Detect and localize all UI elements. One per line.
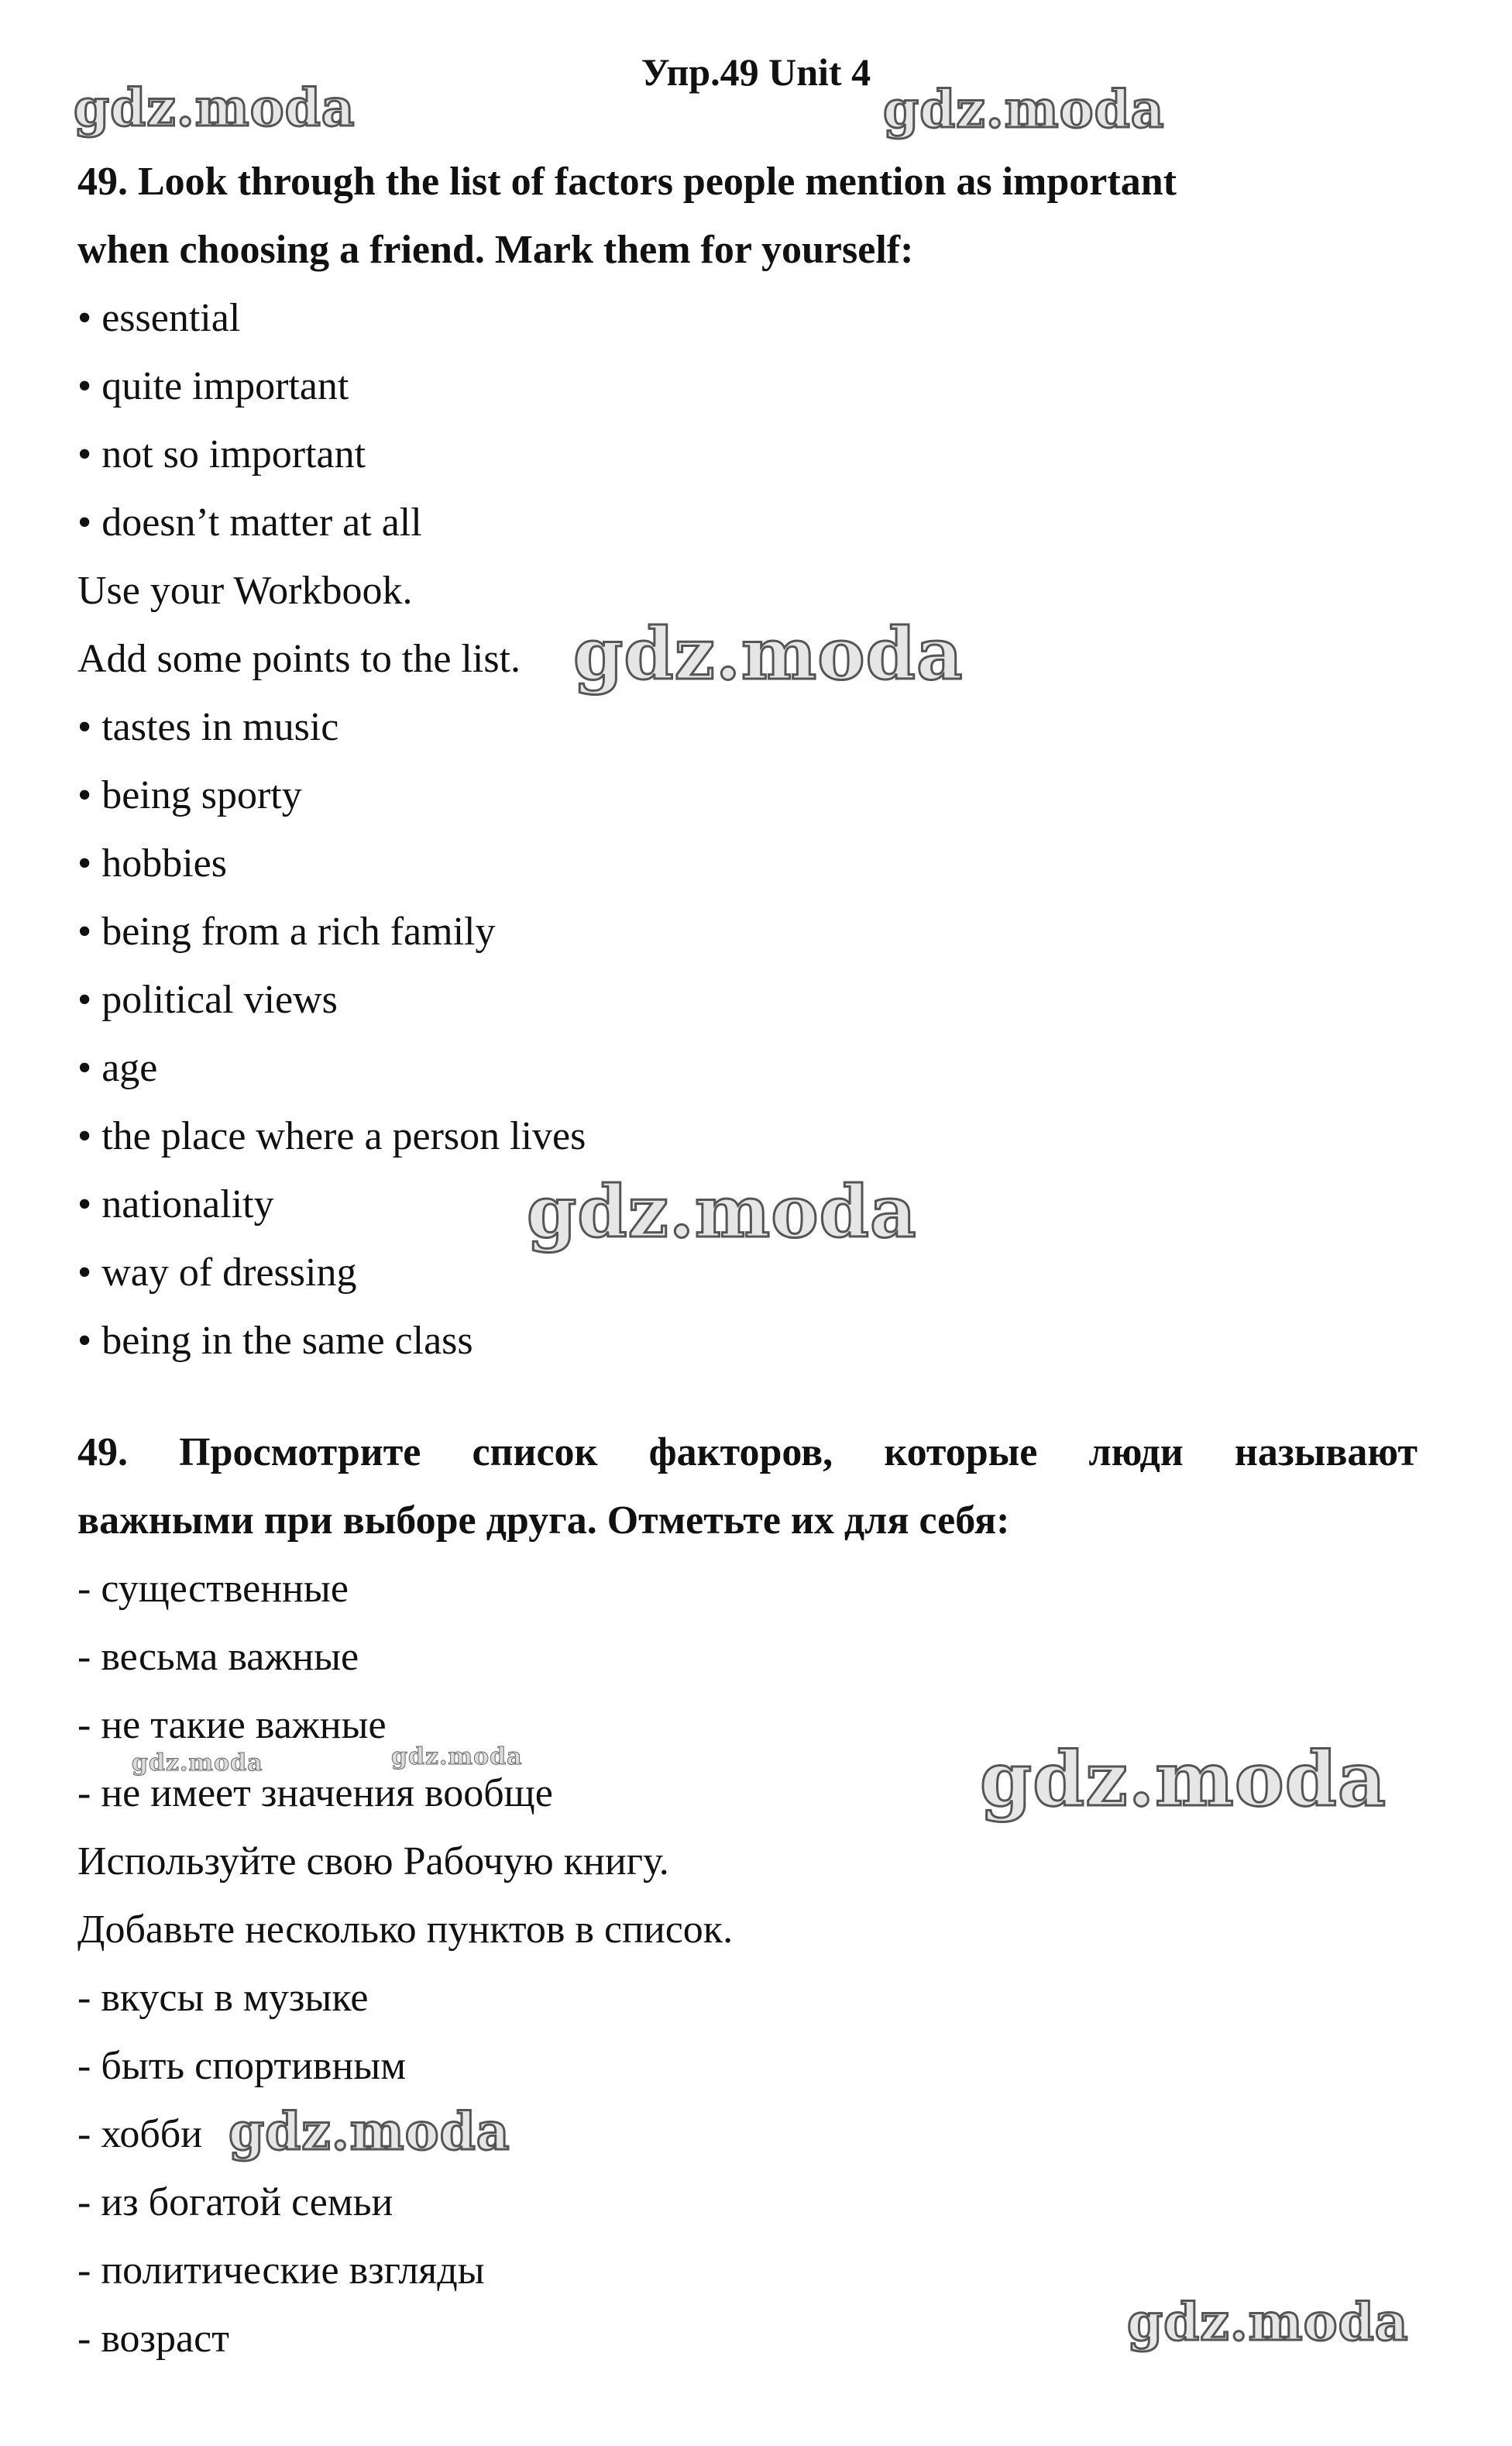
russian-point-item: - хобби: [77, 2112, 203, 2156]
watermark: gdz.moda: [980, 1736, 1387, 1823]
watermark: gdz.moda: [74, 77, 356, 138]
english-point-item: • way of dressing: [77, 1251, 357, 1295]
english-point-item: • the place where a person lives: [77, 1114, 586, 1158]
english-rating-item: • not so important: [77, 432, 366, 476]
watermark: gdz.moda: [1127, 2292, 1409, 2352]
russian-rating-item: - не такие важные: [77, 1703, 387, 1747]
russian-point-item: - быть спортивным: [77, 2044, 407, 2088]
watermark: gdz.moda: [573, 612, 964, 696]
russian-use-workbook: Используйте свою Рабочую книгу.: [77, 1839, 669, 1884]
english-rating-item: • essential: [77, 296, 241, 340]
english-add-points: Add some points to the list.: [77, 637, 521, 681]
russian-point-item: - вкусы в музыке: [77, 1976, 369, 2020]
russian-point-item: - политические взгляды: [77, 2248, 485, 2293]
english-point-item: • tastes in music: [77, 705, 339, 749]
watermark: gdz.moda: [132, 1749, 263, 1777]
english-point-item: • being sporty: [77, 773, 302, 817]
russian-point-item: - возраст: [77, 2317, 229, 2361]
watermark: gdz.moda: [391, 1743, 523, 1770]
russian-add-points: Добавьте несколько пунктов в список.: [77, 1908, 734, 1952]
english-rating-item: • doesn’t matter at all: [77, 501, 422, 545]
english-point-item: • being from a rich family: [77, 910, 496, 954]
english-point-item: • age: [77, 1046, 158, 1090]
watermark: gdz.moda: [229, 2101, 510, 2162]
english-point-item: • political views: [77, 978, 338, 1022]
english-use-workbook: Use your Workbook.: [77, 569, 413, 613]
english-rating-item: • quite important: [77, 364, 349, 408]
watermark: gdz.moda: [527, 1170, 917, 1254]
page-title: Упр.49 Unit 4: [641, 50, 871, 94]
russian-instruction-line-1: 49. Просмотрите список факторов, которые люди называют: [77, 1430, 1418, 1474]
russian-rating-item: - весьма важные: [77, 1635, 359, 1679]
russian-rating-item: - не имеет значения вообще: [77, 1771, 553, 1815]
english-instruction-line-2: when choosing a friend. Mark them for yourself:: [77, 228, 914, 272]
russian-instruction-line-2: важными при выборе друга. Отметьте их для себя:: [77, 1498, 1010, 1543]
english-point-item: • hobbies: [77, 841, 227, 886]
english-point-item: • being in the same class: [77, 1319, 473, 1363]
english-instruction-line-1: 49. Look through the list of factors people mention as important: [77, 160, 1177, 204]
russian-rating-item: - существенные: [77, 1567, 349, 1611]
watermark: gdz.moda: [883, 79, 1165, 139]
russian-point-item: - из богатой семьи: [77, 2180, 393, 2224]
english-point-item: • nationality: [77, 1182, 274, 1226]
